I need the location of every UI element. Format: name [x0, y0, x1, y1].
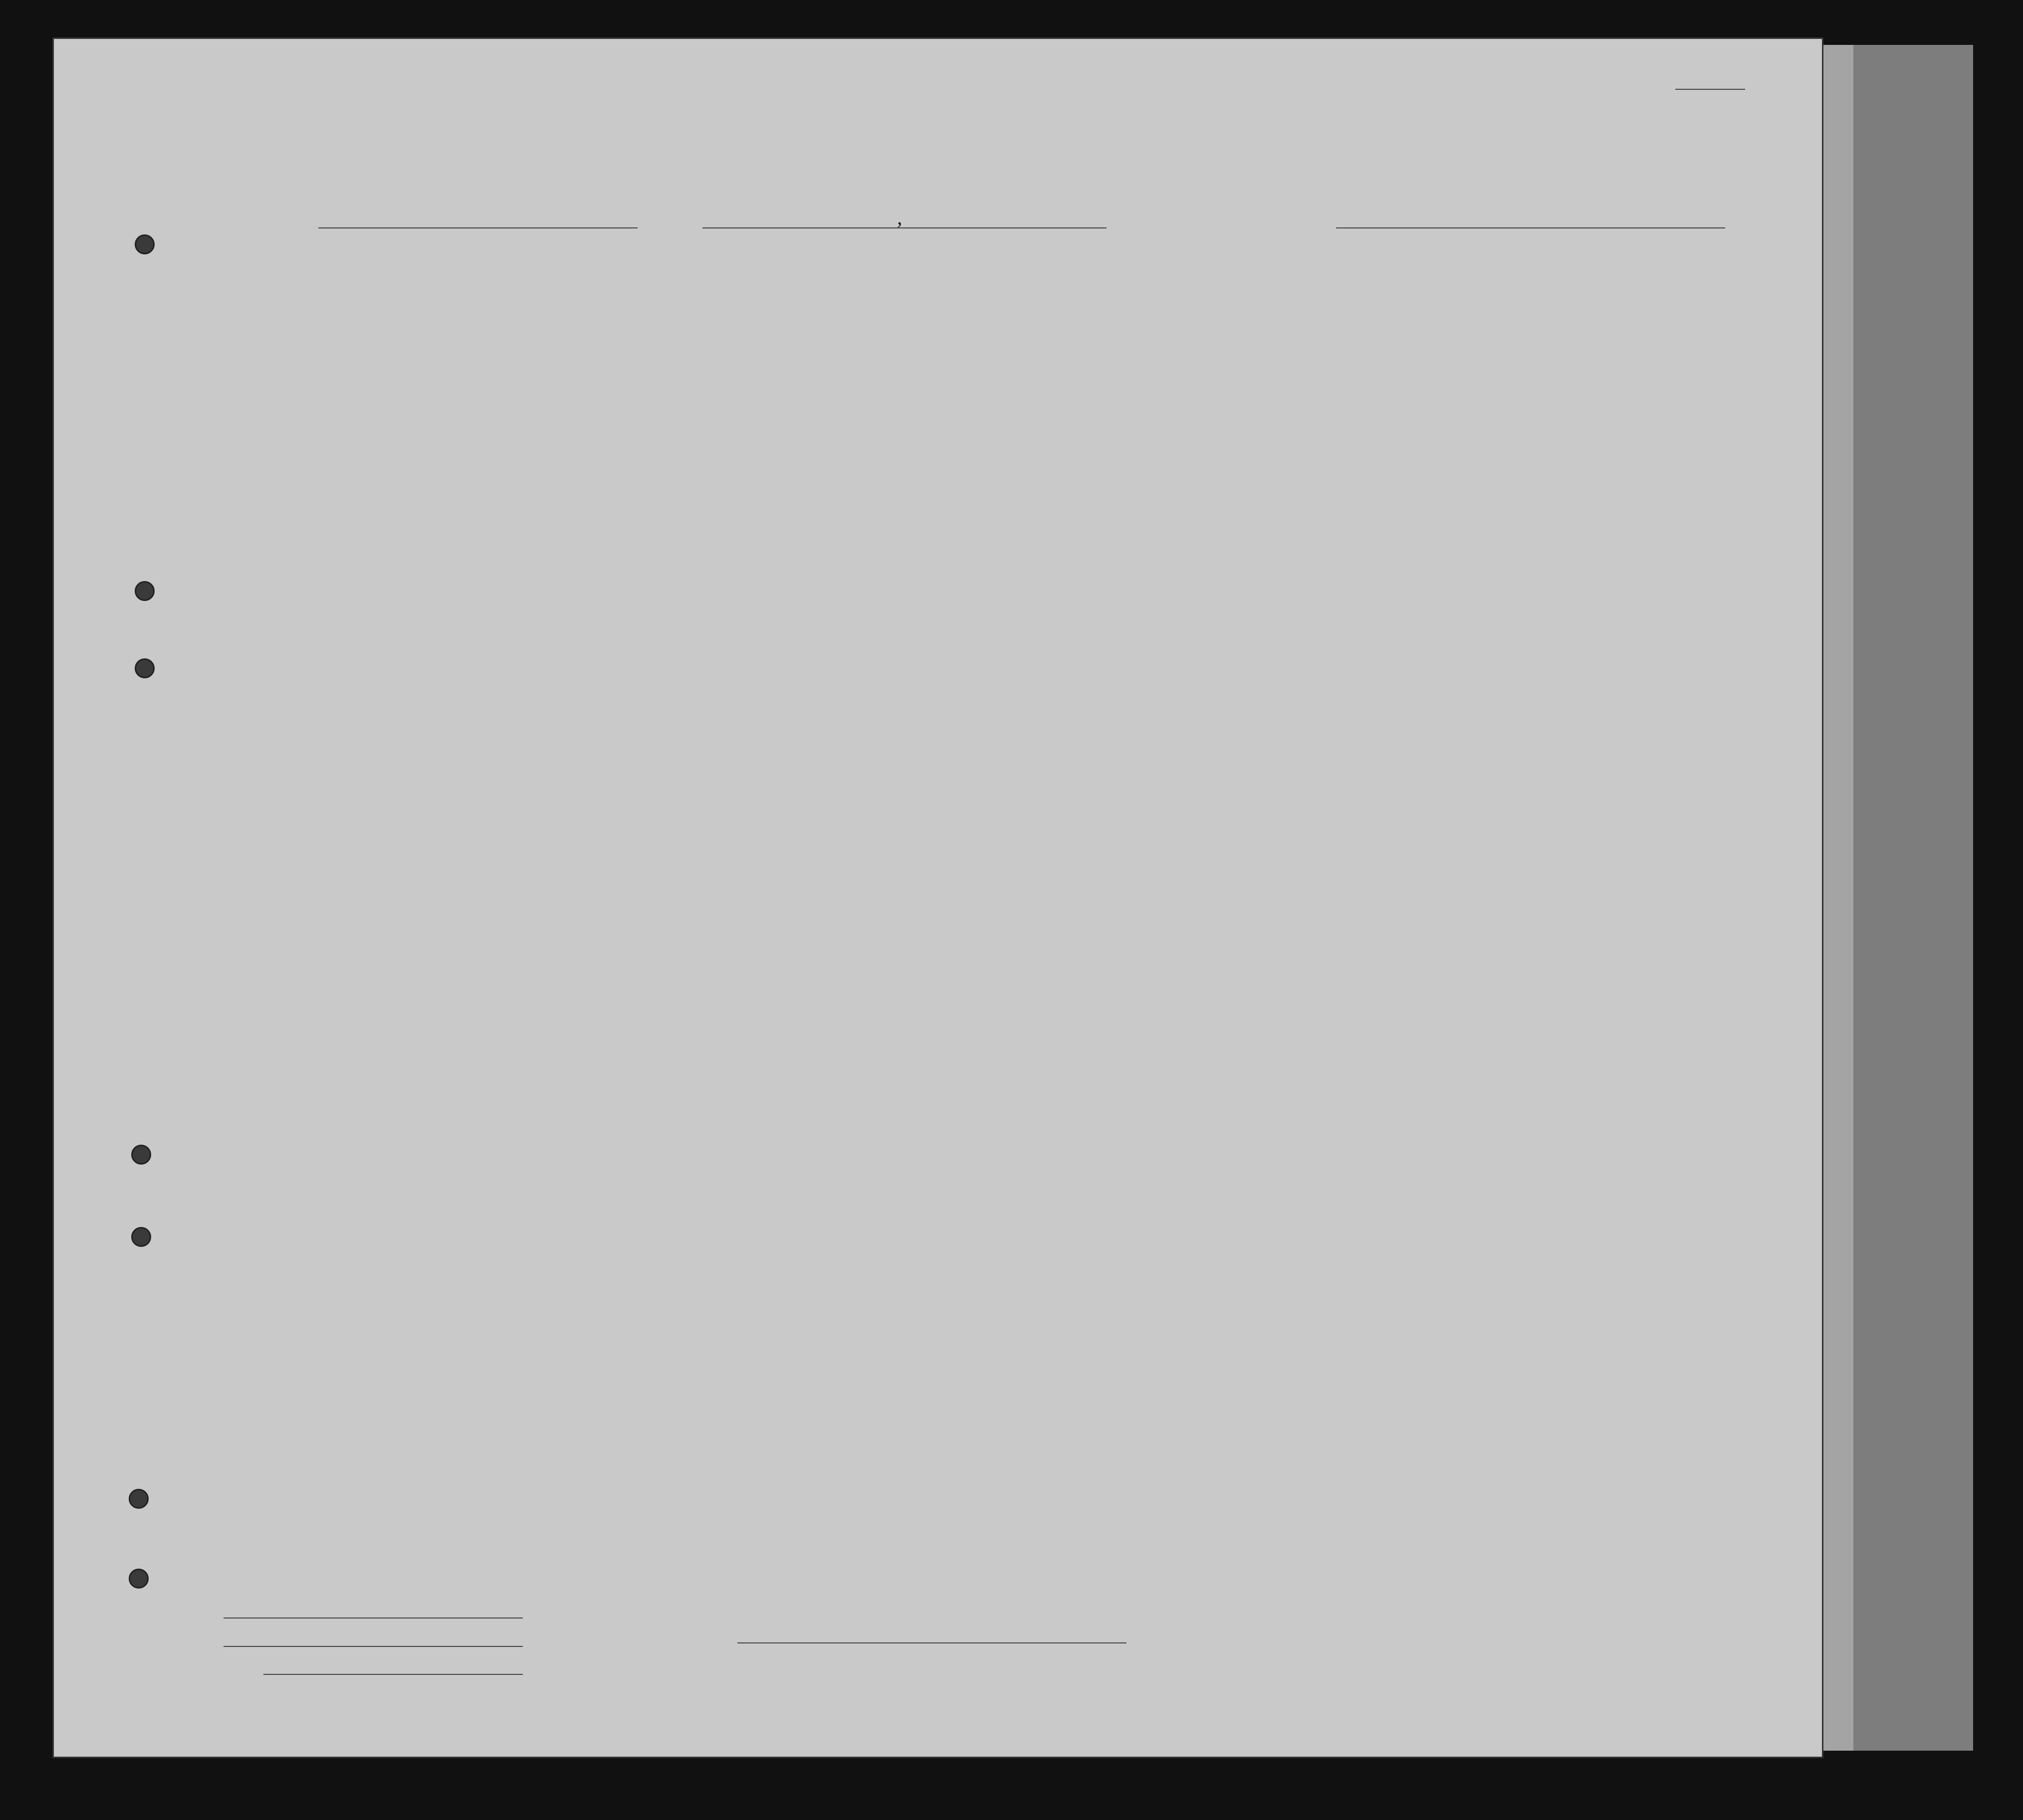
col4-header [702, 256, 797, 261]
col8-header [1201, 256, 1276, 265]
table-grid [54, 39, 1823, 1758]
col10-header [1326, 256, 1376, 271]
col3-header [588, 256, 705, 261]
col13-header [1571, 256, 1618, 271]
col1-header [166, 256, 221, 262]
binder-hole [135, 581, 155, 601]
col15-header [1665, 256, 1788, 263]
binder-hole [129, 1569, 149, 1589]
binder-hole [135, 658, 155, 678]
binder-hole [131, 1145, 151, 1165]
col7-header [1092, 256, 1201, 265]
manifest-sheet: , [52, 37, 1823, 1758]
col6-header [927, 256, 1092, 265]
col2-header [224, 256, 638, 260]
binder-hole [135, 234, 155, 254]
binder-hole [129, 1489, 149, 1509]
col14-header [1618, 256, 1665, 271]
binder-hole [131, 1227, 151, 1247]
col5-header [797, 256, 927, 271]
adjacent-page-edge [1823, 45, 1853, 1751]
col12-header [1471, 256, 1571, 271]
col9-header [1276, 256, 1326, 271]
col11-header [1376, 256, 1471, 271]
